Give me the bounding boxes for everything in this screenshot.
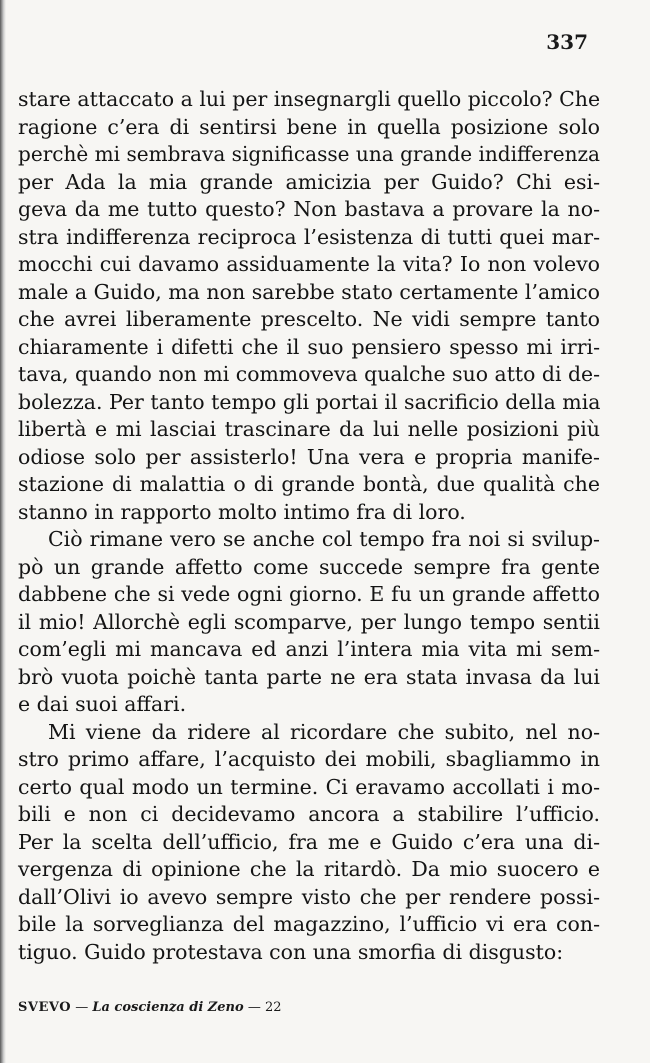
text-line: Ciò rimane vero se anche col tempo fra noi si svilup- — [48, 527, 600, 551]
text-line: bili e non ci decidevamo ancora a stabilire l’ufficio. — [18, 802, 600, 826]
text-line: male a Guido, ma non sarebbe stato certamente l’amico — [18, 279, 600, 304]
page-footer-signature — [18, 1000, 282, 1015]
text-line: e dai suoi affari. — [18, 692, 187, 716]
text-line: certo qual modo un termine. Ci eravamo accollati i mo- — [18, 774, 600, 799]
page-binding-shadow — [0, 0, 6, 1063]
text-line: geva da me tutto questo? Non bastava a provare la no- — [18, 197, 600, 221]
text-line: stare attaccato a lui per insegnargli quello piccolo? Che — [18, 87, 601, 111]
text-line: stra indifferenza reciproca l’esistenza di tutti quei mar- — [18, 224, 600, 249]
footer-book-title: La coscienza di Zeno — [92, 1000, 244, 1015]
text-line: perchè mi sembrava significasse una grande indifferenza — [18, 142, 600, 166]
text-line: tiguo. Guido protestava con una smorfia di disgusto: — [18, 939, 564, 964]
text-line: odiose solo per assisterlo! Una vera e propria manife- — [18, 444, 600, 469]
text-line: il mio! Allorchè egli scomparve, per lungo tempo sentii — [18, 609, 600, 634]
text-line: stazione di malattia o di grande bontà, due qualità che — [18, 472, 600, 496]
text-line: Mi viene da ridere al ricordare che subito, nel no- — [48, 719, 600, 744]
footer-sheet-number: 22 — [264, 1000, 282, 1015]
text-line: stro primo affare, l’acquisto dei mobili, sbagliammo in — [18, 747, 600, 771]
text-line: mocchi cui davamo assiduamente la vita? Io non volevo — [18, 252, 600, 276]
paragraph — [18, 86, 600, 526]
text-line: bile la sorveglianza del magazzino, l’ufficio vi era con- — [18, 912, 600, 936]
text-line: dall’Olivi io avevo sempre visto che per rendere possi- — [18, 884, 600, 909]
paragraph — [18, 526, 600, 719]
text-line: che avrei liberamente prescelto. Ne vidi sempre tanto — [18, 307, 600, 331]
footer-author: SVEVO — [18, 1000, 72, 1015]
text-line: com’egli mi mancava ed anzi l’intera mia vita mi sem- — [18, 637, 600, 661]
text-line: chiaramente i difetti che il suo pensiero spesso mi irri- — [18, 334, 600, 359]
footer-separator: — — [243, 1000, 265, 1015]
body-text — [18, 86, 600, 966]
text-line: vergenza di opinione che la ritardò. Da mio suocero e — [18, 857, 600, 881]
text-line: libertà e mi lasciai trascinare da lui nelle posizioni più — [18, 417, 600, 441]
text-line: pò un grande affetto come succede sempre fra gente — [18, 554, 600, 579]
text-line: stanno in rapporto molto intimo fra di loro. — [18, 499, 466, 524]
paragraph — [18, 719, 600, 967]
text-line: per Ada la mia grande amicizia per Guido? Chi esi- — [18, 169, 600, 194]
text-line: Per la scelta dell’ufficio, fra me e Guido c’era una di- — [18, 829, 600, 854]
footer-separator: — — [71, 1000, 93, 1015]
text-line: dabbene che si vede ogni giorno. E fu un grande affetto — [18, 582, 600, 606]
text-line: tava, quando non mi commoveva qualche suo atto di de- — [18, 362, 600, 386]
text-line: ragione c’era di sentirsi bene in quella posizione solo — [18, 114, 600, 139]
page-number: 337 — [546, 30, 588, 54]
text-line: brò vuota poichè tanta parte ne era stata invasa da lui — [18, 664, 600, 689]
text-line: bolezza. Per tanto tempo gli portai il sacrificio della mia — [18, 389, 601, 414]
